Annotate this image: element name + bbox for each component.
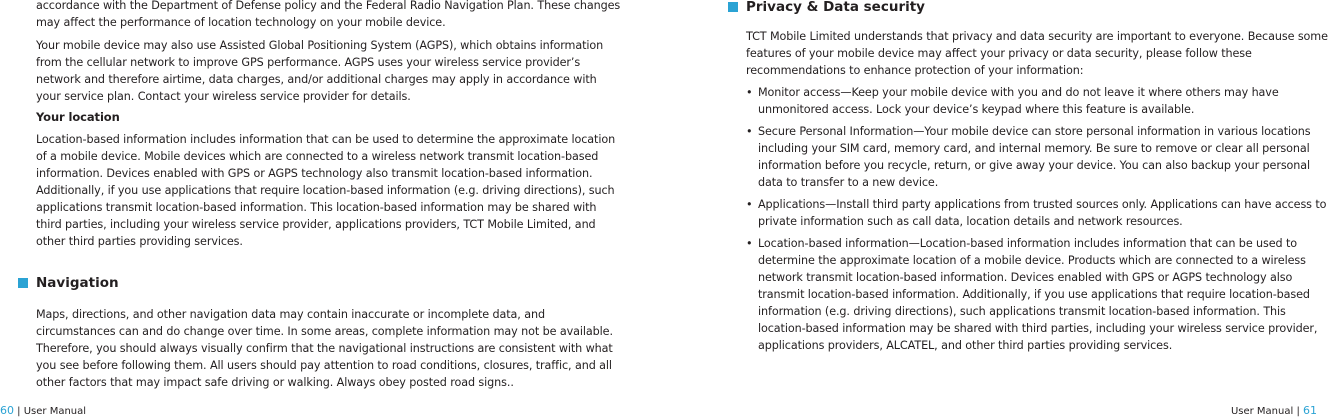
list-item: • Secure Personal Information—Your mobile device can store personal information in various locations including your SIM card, memory card, and internal memory. Be sure to remove or clear all personal information before you recycle, return, or give away your device. You can also backup your personal data to transfer to a new device. (746, 125, 1311, 189)
paragraph-navigation: Maps, directions, and other navigation data may contain inaccurate or incomplete data, and circumstances can and do change over time. In some areas, complete information may not be available. Therefore, you should always visually confirm that the navigational instructions are consistent with what you see before following them. All users should pay attention to road conditions, closures, traffic, and all other factors that may impact safe driving or walking. Always obey posted road signs.. (36, 308, 613, 389)
bullet-icon: • (746, 86, 753, 99)
square-bullet-icon (728, 2, 738, 12)
paragraph-agps: Your mobile device may also use Assisted Global Positioning System (AGPS), which obtains information from the cellular network to improve GPS performance. AGPS uses your wireless service provider’s network and therefore airtime, data charges, and/or additional charges may apply in accordance with your service plan. Contact your wireless service provider for details. (36, 39, 604, 103)
list-item: • Monitor access—Keep your mobile device with you and do not leave it where others may have unmonitored access. Lock your device’s keypad where this feature is available. (746, 86, 1279, 116)
bullet-icon: • (746, 198, 753, 211)
list-item: • Location-based information—Location-based information includes information that can be used to determine the approximate location of a mobile device. Products which are connected to a wireless network transmit location-based information. Devices enabled with GPS or AGPS technology also transmit location-based information. Additionally, if you use applications that require location-based information (e.g. driving directions), such applications transmit location-based information. This location-based information may be shared with third parties, including your wireless service provider, applications providers, ALCATEL, and other third parties providing services. (746, 237, 1318, 352)
page-number: 61 (1303, 404, 1317, 417)
footer-label: User Manual | (1230, 406, 1303, 417)
navigation-title: Navigation (36, 275, 119, 291)
list-item: • Applications—Install third party applications from trusted sources only. Applications can have access to private information such as call data, location details and network resources. (746, 198, 1327, 228)
square-bullet-icon (18, 278, 28, 288)
footer-left (0, 404, 86, 419)
footer-label: | User Manual (14, 406, 87, 417)
privacy-recommendations-list (746, 84, 1329, 354)
bullet-icon: • (746, 125, 753, 138)
paragraph-privacy-intro: TCT Mobile Limited understands that privacy and data security are important to everyone. Because some features of your mobile device may affect your privacy or data security, please follow these recommendations to enhance protection of your information: (746, 30, 1328, 77)
footer-right (1231, 404, 1317, 419)
left-column (36, 0, 624, 391)
paragraph-defense-policy: accordance with the Department of Defense policy and the Federal Radio Navigation Plan. These changes may affect the performance of location technology on your mobile device. (36, 0, 621, 29)
bullet-icon: • (746, 237, 753, 250)
your-location-heading: Your location (36, 110, 120, 124)
paragraph-location-info: Location-based information includes information that can be used to determine the approximate location of a mobile device. Mobile devices which are connected to a wireless network transmit location-based information. Devices enabled with GPS or AGPS technology also transmit location-based information. Additionally, if you use applications that require location-based information (e.g. driving directions), such applications transmit location-based information. This location-based information may be shared with third parties, including your wireless service provider, applications providers, TCT Mobile Limited, and other third parties providing services. (36, 133, 616, 248)
privacy-section-heading (746, 0, 1329, 16)
privacy-title: Privacy & Data security (746, 0, 925, 15)
right-column (746, 0, 1329, 354)
page-number: 60 (0, 404, 14, 417)
navigation-section-heading (36, 274, 624, 292)
